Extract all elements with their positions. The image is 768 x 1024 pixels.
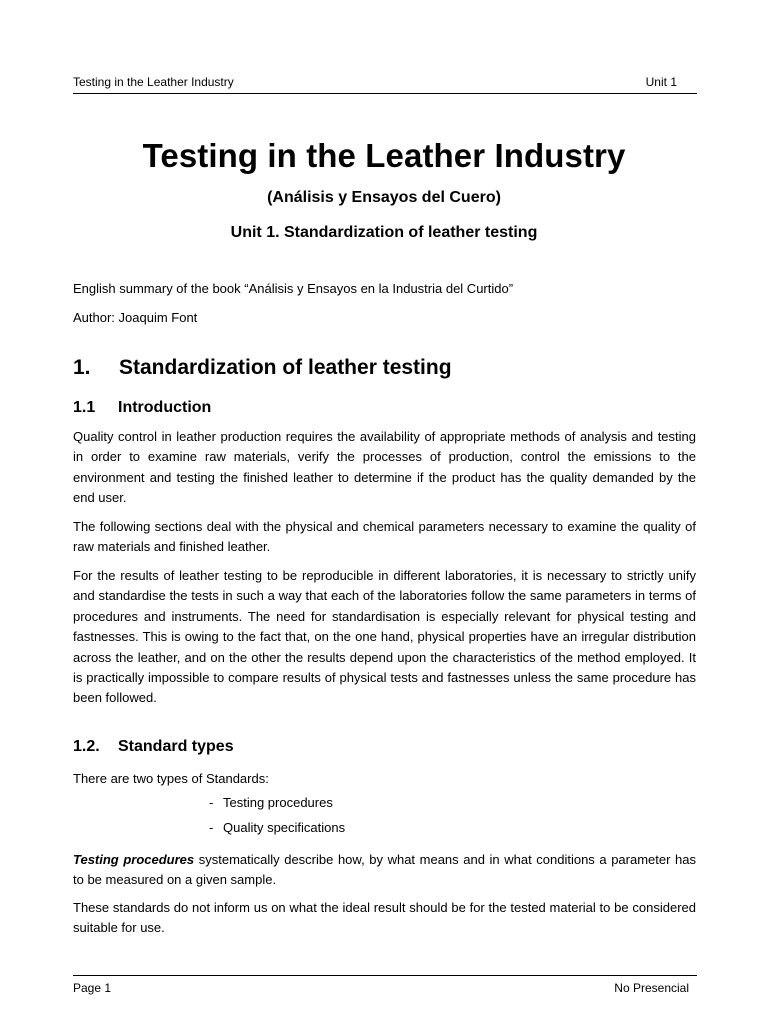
list-item-label: Quality specifications [223,820,346,835]
book-summary-note: English summary of the book “Análisis y Ensayos en la Industria del Curtido” [73,281,514,296]
section-1-heading [73,354,452,382]
section-number: 1.1 [73,399,96,416]
testing-procedures-paragraph [73,850,696,891]
section-number: 1.2. [73,738,100,755]
section-1-1-heading [73,398,211,418]
paragraph-text: systematically describe how, by what means and in what conditions a parameter has to be measured on a given sample. [73,852,697,888]
page-number: Page 1 [73,981,112,995]
unit-title: Unit 1. Standardization of leather testing [230,224,538,241]
standards-intro: There are two types of Standards: [73,771,269,786]
header-title: Testing in the Leather Industry [73,75,234,89]
paragraph: Quality control in leather production requires the availability of appropriate methods of analysis and testing in order to examine raw materials, verify the processes of production, control the emissions to the environment and testing the finished leather to determine if the product has the quality demanded by the end user. [73,429,696,506]
list-item [209,794,333,812]
list-item [209,819,345,837]
list-dash: - [209,795,214,810]
document-title: Testing in the Leather Industry [142,137,626,174]
paragraph: These standards do not inform us on what the ideal result should be for the tested material to be considered suitable for use. [73,900,696,936]
document-subtitle: (Análisis y Ensayos del Cuero) [267,189,501,206]
header-unit: Unit 1 [645,75,677,89]
section-1-2-heading [73,737,234,757]
list-item-label: Testing procedures [223,795,333,810]
header-divider [73,93,697,94]
author-line: Author: Joaquim Font [73,310,198,325]
paragraph: The following sections deal with the physical and chemical parameters necessary to examine the quality of raw materials and finished leather. [73,519,696,555]
section-title: Introduction [118,399,212,416]
footer-divider [73,975,697,976]
section-number: 1. [73,356,91,379]
list-dash: - [209,820,214,835]
footer-label: No Presencial [614,981,689,995]
section-title: Standardization of leather testing [119,356,452,379]
emphasized-term: Testing procedures [73,852,195,867]
section-title: Standard types [118,738,234,755]
paragraph: For the results of leather testing to be reproducible in different laboratories, it is necessary to strictly unify and standardise the tests in such a way that each of the laboratories follow the same parameters in terms of procedures and instruments. The need for standardisation is especially relevant for physical testing and fastnesses. This is owing to the fact that, on the one hand, physical properties have an irregular distribution across the leather, and on the other the results depend upon the characteristics of the method employed. It is practically impossible to compare results of physical tests and fastnesses unless the same procedure has been followed. [73,568,696,706]
